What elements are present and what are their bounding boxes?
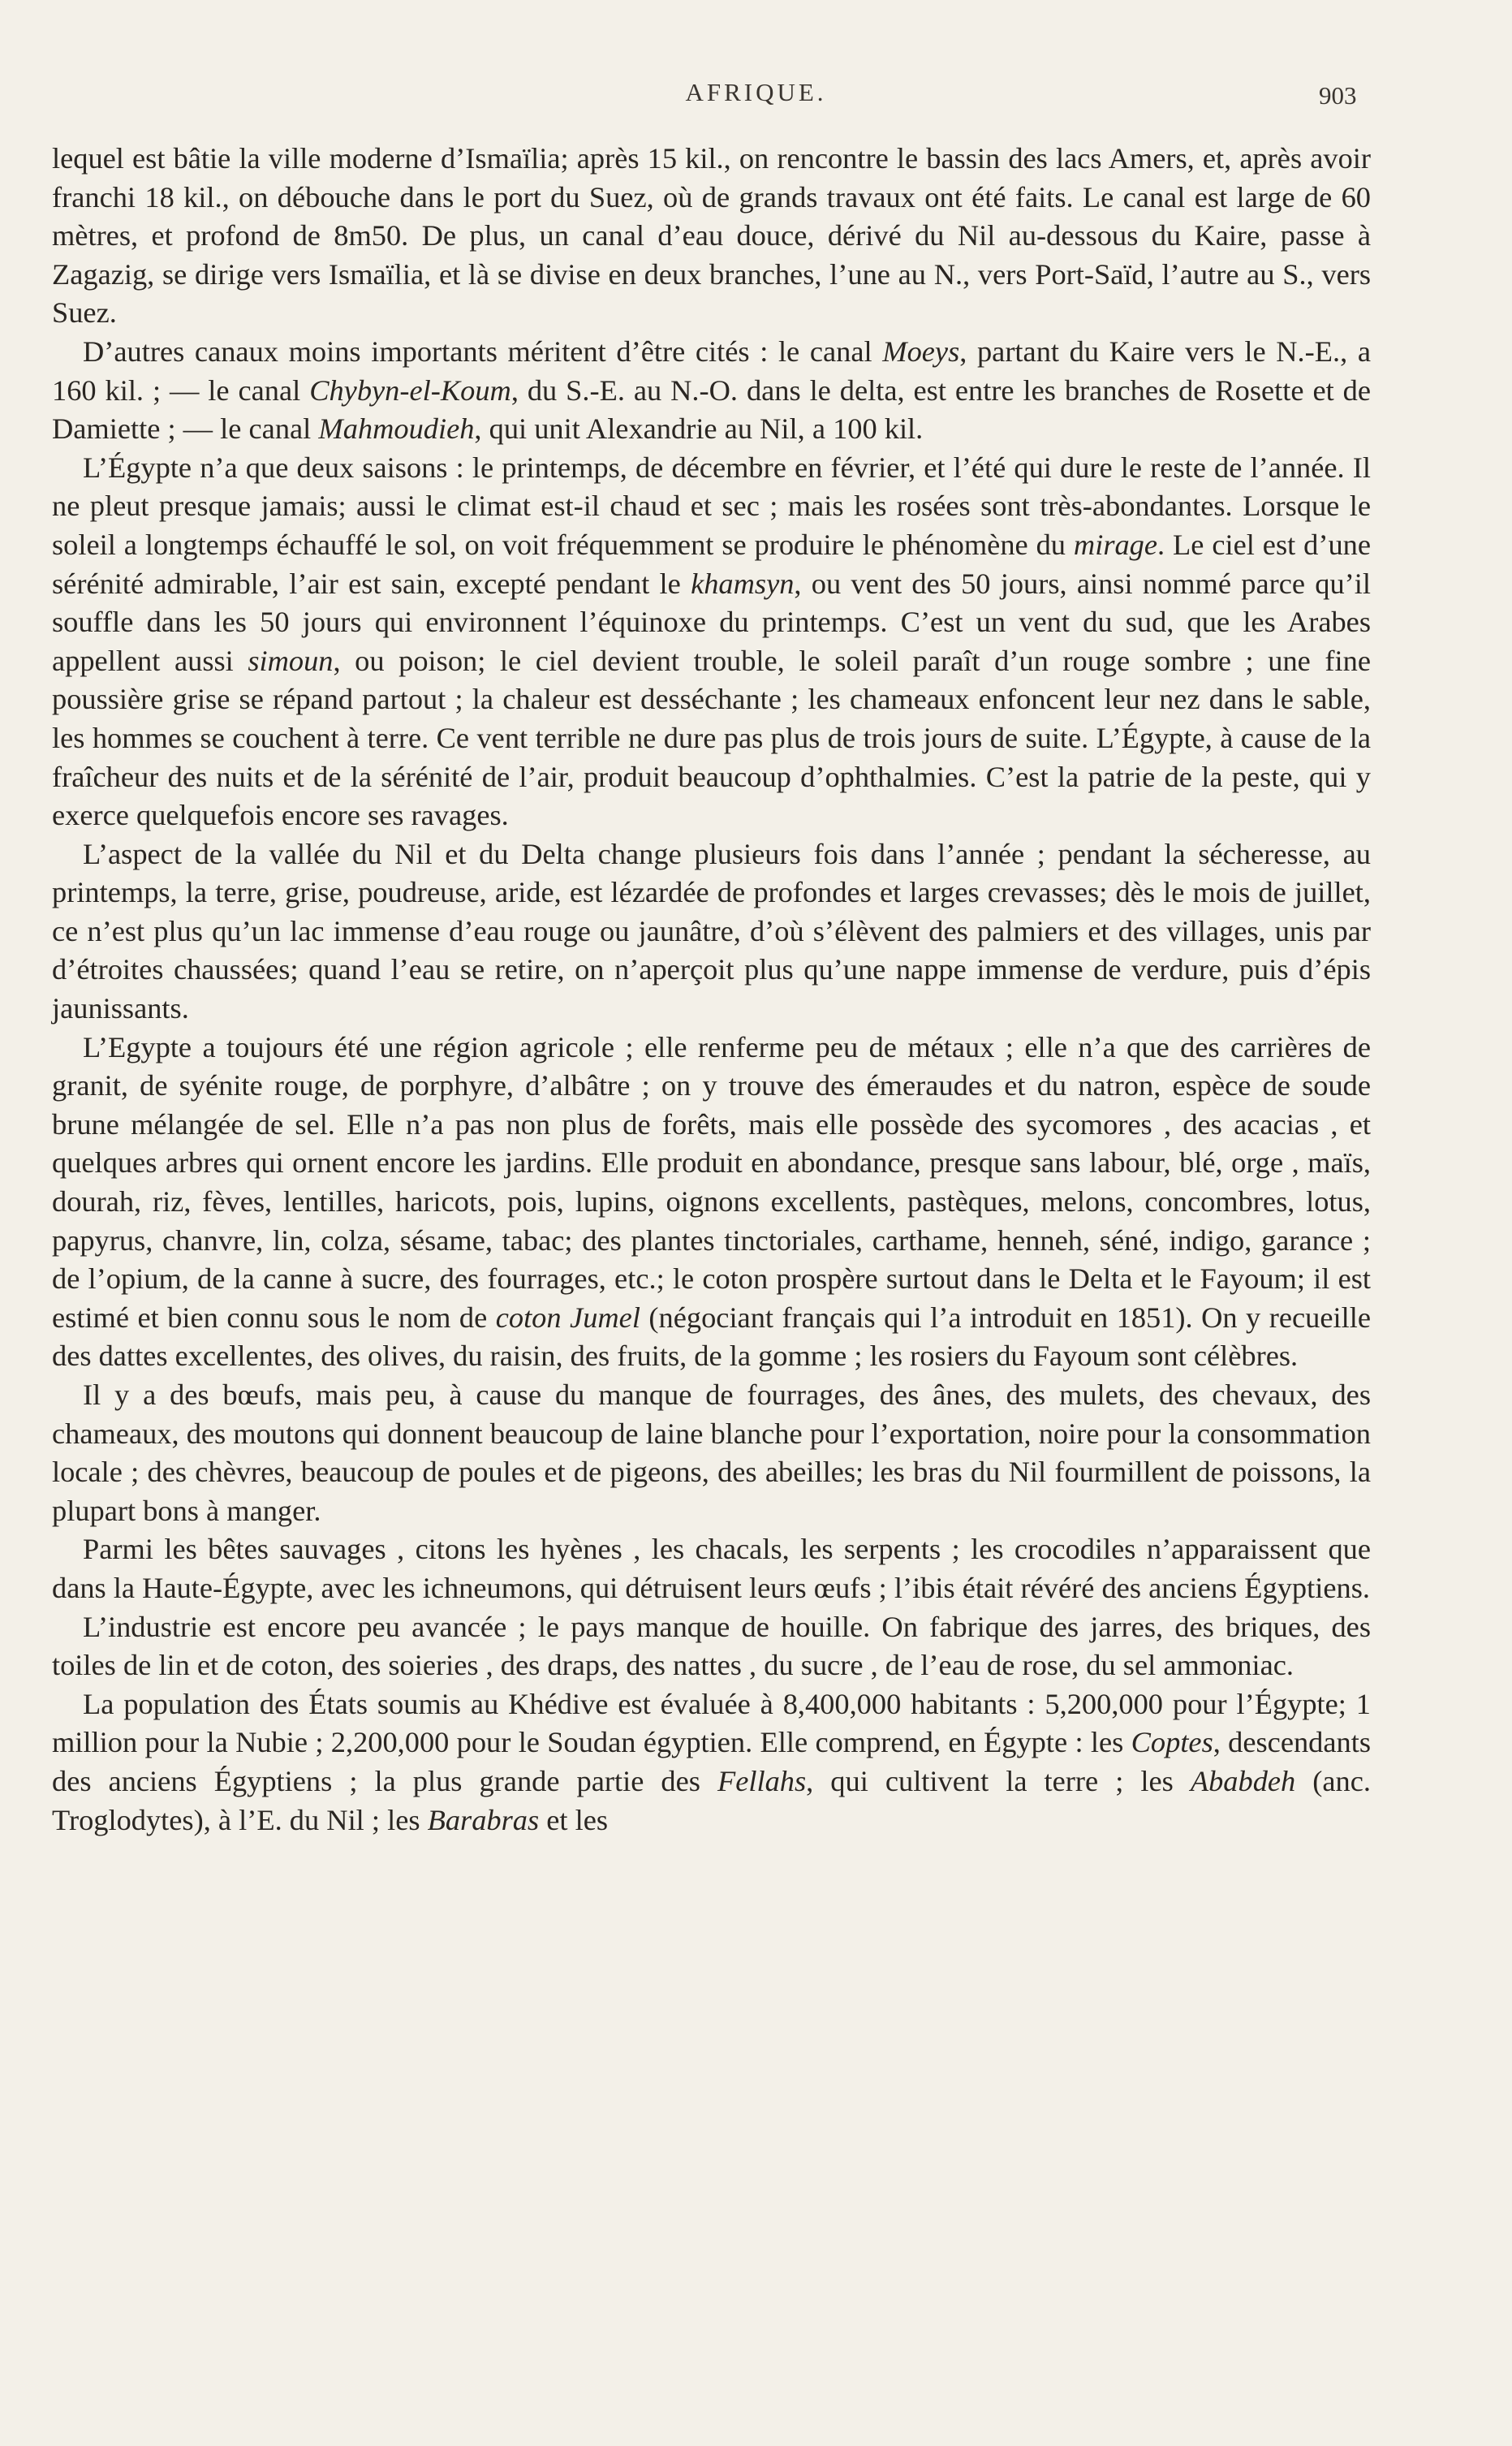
canal-name: Chybyn-el-Koum <box>309 373 511 407</box>
text-run: D’autres canaux moins importants méritent d’être cités : le canal <box>83 334 883 368</box>
paragraph-population <box>52 1685 1371 1840</box>
text-run: , ou poison; le ciel devient trouble, le soleil paraît d’un rouge sombre ; une fine poussière grise se répand partout ; la chaleur est desséchante ; les chameaux enfoncent leur nez dans le sable, les hommes se couchent à terre. Ce vent terrible ne dure pas plus de trois jours de suite. L’Égypte, à cause de la fraîcheur des nuits et de la sérénité de l’air, produit beaucoup d’ophthalmies. C’est la patrie de la peste, qui y exerce quelquefois encore ses ravages. <box>52 644 1371 832</box>
text-run: . Le ciel est d’une sérénité admirable, l’air est sain, excepté pendant le <box>52 528 1372 600</box>
text-run: L’industrie est encore peu avancée ; le pays manque de houille. On fabrique des jarres, des briques, des toiles de lin et de coton, des soieries , des draps, des nattes , du sucre , de l’eau de rose, du sel ammoniac. <box>52 1610 1371 1682</box>
italic-term: Barabras <box>427 1803 540 1836</box>
italic-term: simoun <box>248 644 334 677</box>
text-run: L’Egypte a toujours été une région agricole ; elle renferme peu de métaux ; elle n’a que des carrières de granit, de syénite rouge, de porphyre, d’albâtre ; on y trouve des émeraudes et du natron, espèce de soude brune mélangée de sel. Elle n’a pas non plus de forêts, mais elle possède des sycomores , des acacias , et quelques arbres qui ornent encore les jardins. Elle produit en abondance, presque sans labour, blé, orge , maïs, dourah, riz, fèves, lentilles, haricots, pois, lupins, oignons excellents, pastèques, melons, concombres, lotus, papyrus, chanvre, lin, colza, sésame, tabac; des plantes tinctoriales, carthame, henneh, séné, indigo, garance ; de l’opium, de la canne à sucre, des fourrages, etc.; le coton prospère surtout dans le Delta et le Fayoum; il est estimé et bien connu sous le nom de <box>52 1030 1371 1334</box>
text-run: (anc. Troglodytes), à l’E. du Nil ; les <box>52 1764 1371 1836</box>
italic-term: Ababdeh <box>1190 1764 1296 1797</box>
text-run: L’Égypte n’a que deux saisons : le printemps, de décembre en février, et l’été qui dure le reste de l’année. Il ne pleut presque jamais; aussi le climat est-il chaud et sec ; mais les rosées sont très-abondantes. Lorsque le soleil a longtemps échauffé le sol, on voit fréquemment se produire le phénomène du <box>52 451 1371 561</box>
text-run: et les <box>539 1803 609 1836</box>
text-run: , qui unit Alexandrie au Nil, a 100 kil. <box>474 412 924 446</box>
paragraph-climate <box>52 449 1371 835</box>
text-run: , descendants des anciens Égyptiens ; la plus grande partie des <box>52 1726 1371 1797</box>
canal-name: Moeys <box>882 334 960 368</box>
paragraph-industry <box>52 1608 1371 1685</box>
paragraph-canal-suez <box>52 140 1371 333</box>
text-run: lequel est bâtie la ville moderne d’Ismaïlia; après 15 kil., on rencontre le bassin des lacs Amers, et, après avoir franchi 18 kil., on débouche dans le port du Suez, où de grands travaux ont été faits. Le canal est large de 60 mètres, et profond de 8m50. De plus, un canal d’eau douce, dérivé du Nil au-dessous du Kaire, passe à Zagazig, se dirige vers Ismaïlia, et là se divise en deux branches, l’une au N., vers Port-Saïd, l’autre au S., vers Suez. <box>52 142 1371 330</box>
body-text <box>52 140 1371 1840</box>
italic-term: mirage <box>1073 528 1158 561</box>
paragraph-wild-animals <box>52 1530 1371 1607</box>
italic-term: Coptes <box>1131 1726 1213 1759</box>
italic-term: coton Jumel <box>495 1301 640 1334</box>
text-run: , qui cultivent la terre ; les <box>806 1764 1191 1797</box>
italic-term: khamsyn <box>691 567 795 600</box>
italic-term: Fellahs <box>717 1764 807 1797</box>
text-run: , ou vent des 50 jours, ainsi nommé parce qu’il souffle dans les 50 jours qui environnent l’équinoxe du printemps. C’est un vent du sud, que les Arabes appellent aussi <box>52 567 1371 677</box>
paragraph-other-canals <box>52 333 1371 449</box>
text-run: (négociant français qui l’a introduit en 1851). On y recueille des dattes excellentes, des olives, du raisin, des fruits, de la gomme ; les rosiers du Fayoum sont célèbres. <box>52 1301 1371 1373</box>
text-run: , partant du Kaire vers le N.-E., a 160 kil. ; — le canal <box>52 334 1371 407</box>
paragraph-nile-valley <box>52 835 1371 1029</box>
text-run: L’aspect de la vallée du Nil et du Delta change plusieurs fois dans l’année ; pendant la sécheresse, au printemps, la terre, grise, poudreuse, aride, est lézardée de profondes et larges crevasses; dès le mois de juillet, ce n’est plus qu’un lac immense d’eau rouge ou jaunâtre, d’où s’élèvent des palmiers et des villages, unis par d’étroites chaussées; quand l’eau se retire, on n’aperçoit plus qu’une nappe immense de verdure, puis d’épis jaunissants. <box>52 837 1371 1025</box>
paragraph-agriculture <box>52 1029 1371 1376</box>
page-number: 903 <box>1319 81 1357 110</box>
canal-name: Mahmoudieh <box>318 412 475 446</box>
text-run: Parmi les bêtes sauvages , citons les hyènes , les chacals, les serpents ; les crocodiles n’apparaissent que dans la Haute-Égypte, avec les ichneumons, qui détruisent leurs œufs ; l’ibis était révéré des anciens Égyptiens. <box>52 1533 1371 1604</box>
text-run: Il y a des bœufs, mais peu, à cause du manque de fourrages, des ânes, des mulets, des chevaux, des chameaux, des moutons qui donnent beaucoup de laine blanche pour l’exportation, noire pour la consommation locale ; des chèvres, beaucoup de poules et de pigeons, des abeilles; les bras du Nil fourmillent de poissons, la plupart bons à manger. <box>52 1378 1371 1527</box>
text-run: La population des États soumis au Khédive est évaluée à 8,400,000 habitants : 5,200,000 pour l’Égypte; 1 million pour la Nubie ; 2,200,000 pour le Soudan égyptien. Elle comprend, en Égypte : les <box>52 1687 1371 1759</box>
paragraph-livestock <box>52 1376 1371 1530</box>
running-head: AFRIQUE. <box>685 78 827 106</box>
text-run: , du S.-E. au N.-O. dans le delta, est entre les branches de Rosette et de Damiette ; — le canal <box>52 373 1372 446</box>
